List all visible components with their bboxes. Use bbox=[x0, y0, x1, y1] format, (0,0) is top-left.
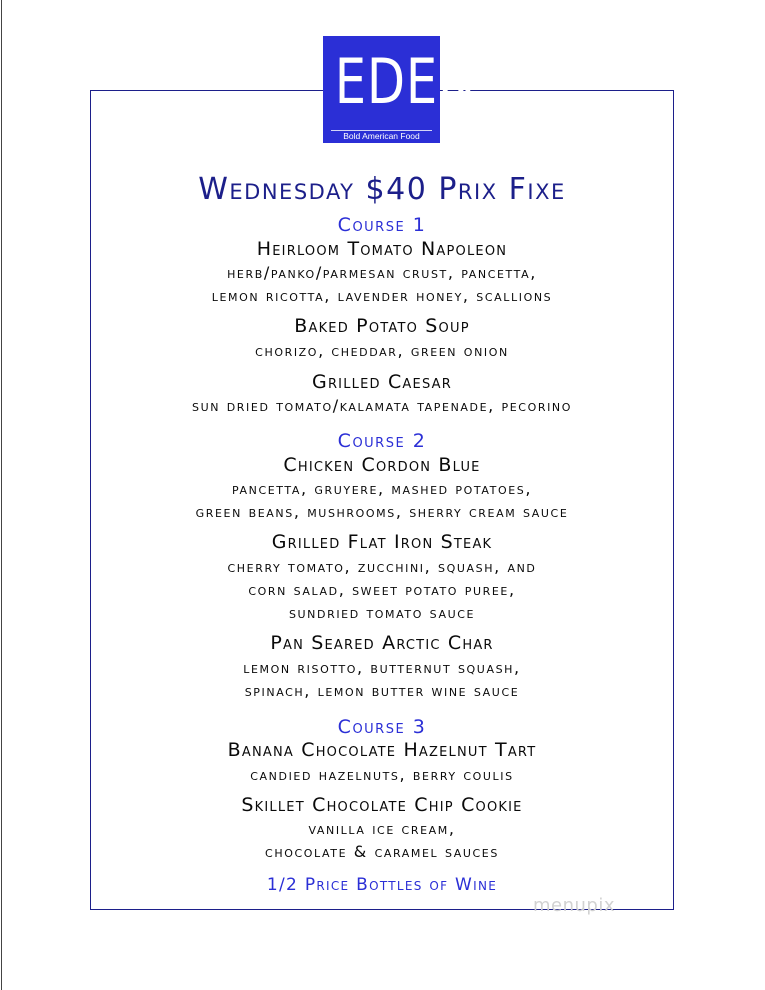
logo-wordmark: EDEN bbox=[334, 45, 476, 118]
dish-description: lemon ricotta, lavender honey, scallions bbox=[211, 286, 553, 305]
dish-description: herb/panko/parmesan crust, pancetta, bbox=[227, 263, 537, 282]
menu-frame bbox=[90, 90, 674, 910]
menu-title: Wednesday $40 Prix Fixe bbox=[198, 172, 566, 207]
dish-description: sundried tomato sauce bbox=[288, 603, 476, 622]
dish-description: corn salad, sweet potato puree, bbox=[248, 580, 516, 599]
dish-name: Baked Potato Soup bbox=[294, 315, 470, 337]
dish-name: Banana Chocolate Hazelnut Tart bbox=[227, 739, 537, 761]
course-1-heading: Course 1 bbox=[337, 214, 427, 236]
dish-description: chocolate & caramel sauces bbox=[265, 842, 499, 861]
dish-name: Heirloom Tomato Napoleon bbox=[256, 238, 508, 260]
logo-tagline: Bold American Food bbox=[343, 131, 420, 141]
dish-name: Grilled Flat Iron Steak bbox=[271, 531, 493, 553]
dish-description: lemon risotto, butternut squash, bbox=[243, 658, 521, 677]
dish-name: Pan Seared Arctic Char bbox=[270, 632, 494, 654]
dish-name: Skillet Chocolate Chip Cookie bbox=[241, 794, 523, 816]
dish-description: sun dried tomato/kalamata tapenade, pecorino bbox=[191, 396, 573, 415]
course-3-heading: Course 3 bbox=[337, 716, 427, 738]
dish-description: pancetta, gruyere, mashed potatoes, bbox=[231, 479, 533, 498]
dish-name: Chicken Cordon Blue bbox=[283, 454, 481, 476]
page-left-border bbox=[1, 0, 2, 990]
dish-description: chorizo, cheddar, green onion bbox=[255, 341, 509, 360]
watermark: menupix bbox=[533, 895, 616, 916]
eden-logo bbox=[323, 36, 476, 143]
wine-special: 1/2 Price Bottles of Wine bbox=[266, 875, 498, 895]
dish-description: green beans, mushrooms, sherry cream sauce bbox=[195, 502, 569, 521]
dish-description: vanilla ice cream, bbox=[308, 819, 456, 838]
dish-description: candied hazelnuts, berry coulis bbox=[250, 765, 514, 784]
dish-description: spinach, lemon butter wine sauce bbox=[244, 681, 520, 700]
course-2-heading: Course 2 bbox=[337, 430, 427, 452]
dish-name: Grilled Caesar bbox=[312, 371, 452, 393]
dish-description: cherry tomato, zucchini, squash, and bbox=[227, 557, 537, 576]
